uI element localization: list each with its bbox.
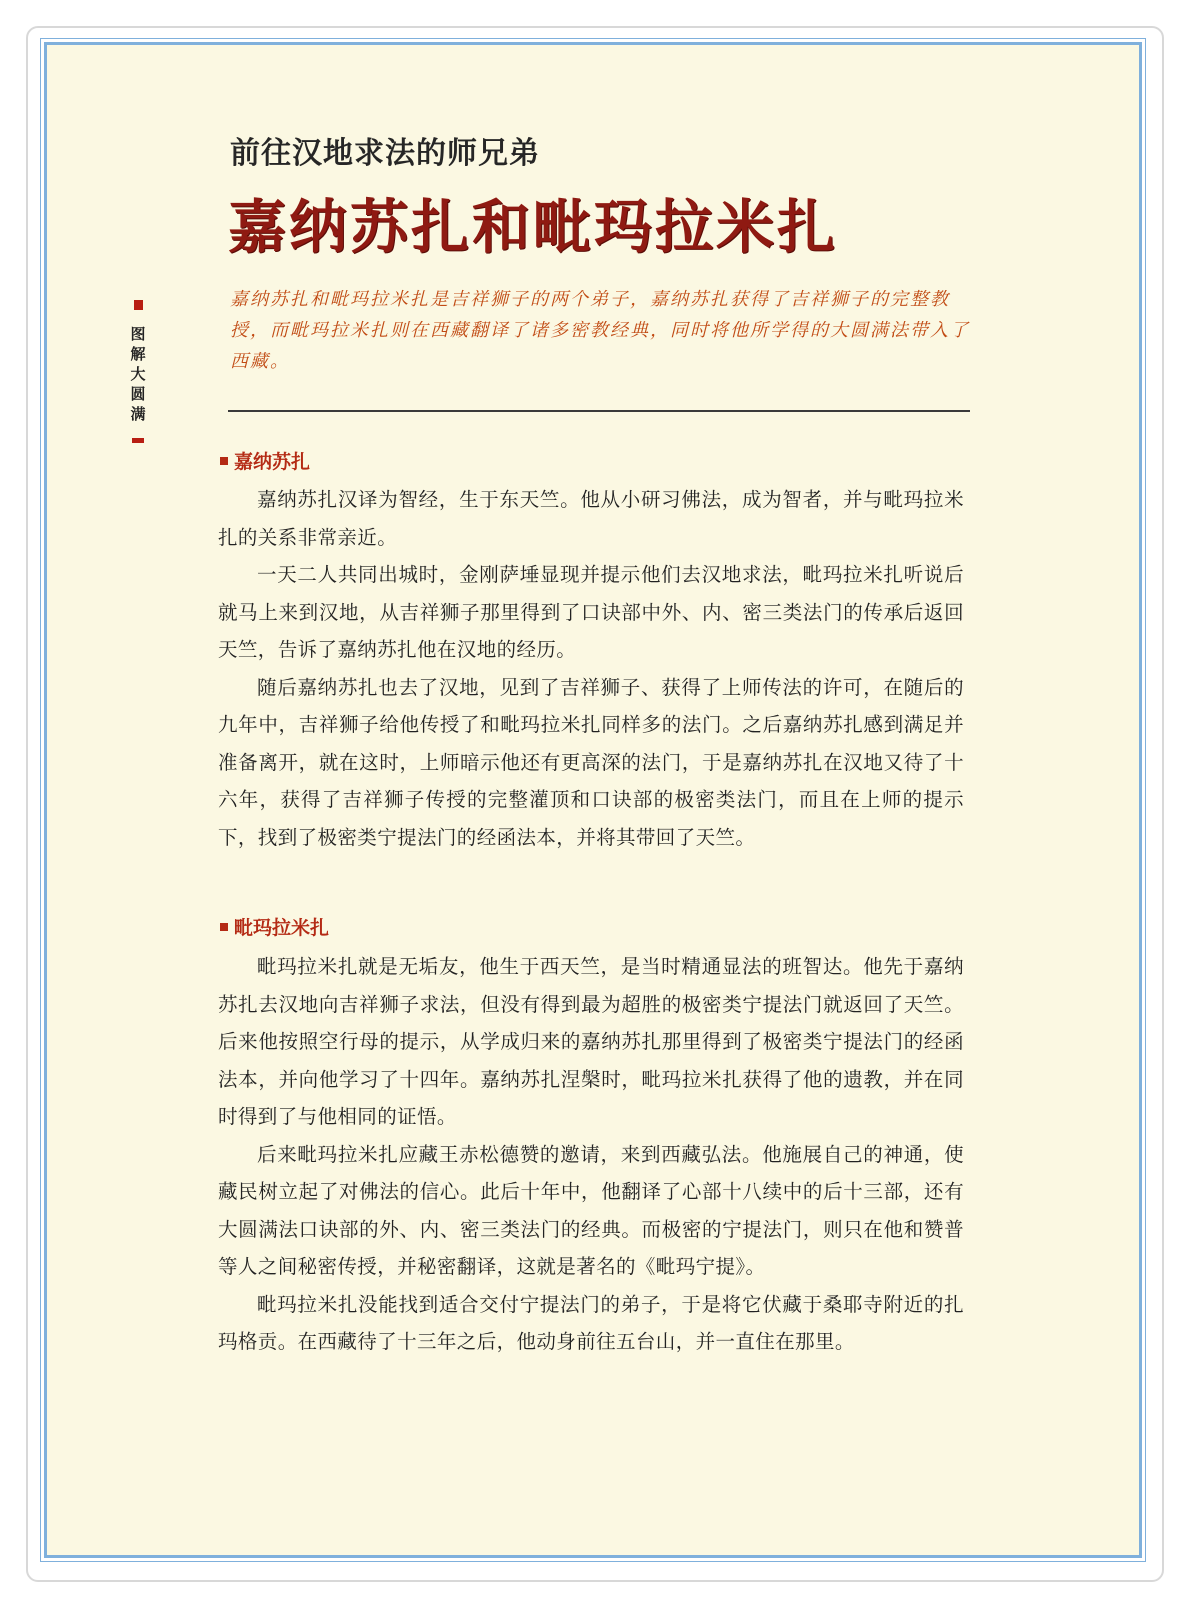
paragraph: 随后嘉纳苏扎也去了汉地，见到了吉祥狮子、获得了上师传法的许可，在随后的九年中，吉祥狮子给他传授了和毗玛拉米扎同样多的法门。之后嘉纳苏扎感到满足并准备离开，就在这时，上师暗示他还有更高深的法门，于是嘉纳苏扎在汉地又待了十六年，获得了吉祥狮子传授的完整灌顶和口诀部的极密类法门，而且在上师的提示下，找到了极密类宁提法门的经函法本，并将其带回了天竺。 (218, 675, 964, 849)
section-heading: 嘉纳苏扎 (220, 447, 310, 474)
paragraph: 一天二人共同出城时，金刚萨埵显现并提示他们去汉地求法，毗玛拉米扎听说后就马上来到汉地，从吉祥狮子那里得到了口诀部中外、内、密三类法门的传承后返回天竺，告诉了嘉纳苏扎他在汉地的经历。 (218, 563, 964, 661)
paragraph: 嘉纳苏扎汉译为智经，生于东天竺。他从小研习佛法，成为智者，并与毗玛拉米扎的关系非常亲近。 (218, 488, 964, 549)
square-bullet-icon (220, 457, 228, 465)
page-title: 嘉纳苏扎和毗玛拉米扎 (228, 193, 839, 261)
paragraph: 后来毗玛拉米扎应藏王赤松德赞的邀请，来到西藏弘法。他施展自己的神通，使藏民树立起了对佛法的信心。此后十年中，他翻译了心部十八续中的后十三部，还有大圆满法口诀部的外、内、密三类法门的经典。而极密的宁提法门，则只在他和赞普等人之间秘密传授，并秘密翻译，这就是著名的《毗玛宁提》。 (218, 1142, 964, 1278)
divider (228, 410, 970, 412)
sidebar (128, 300, 148, 443)
section-body (218, 948, 964, 1361)
paragraph: 毗玛拉米扎没能找到适合交付宁提法门的弟子，于是将它伏藏于桑耶寺附近的扎玛格贡。在西藏待了十三年之后，他动身前往五台山，并一直住在那里。 (218, 1292, 964, 1353)
sidebar-bottom-mark (132, 438, 144, 443)
section-body (218, 481, 964, 856)
intro-text: 嘉纳苏扎和毗玛拉米扎是吉祥狮子的两个弟子，嘉纳苏扎获得了吉祥狮子的完整教授，而毗玛拉米扎则在西藏翻译了诸多密教经典，同时将他所学得的大圆满法带入了西藏。 (230, 289, 970, 372)
page-subtitle: 前往汉地求法的师兄弟 (230, 136, 540, 171)
square-bullet-icon (220, 923, 228, 931)
section-heading: 毗玛拉米扎 (220, 913, 329, 940)
sidebar-top-mark (134, 300, 143, 310)
paragraph: 毗玛拉米扎就是无垢友，他生于西天竺，是当时精通显法的班智达。他先于嘉纳苏扎去汉地向吉祥狮子求法，但没有得到最为超胜的极密类宁提法门就返回了天竺。后来他按照空行母的提示，从学成归来的嘉纳苏扎那里得到了极密类宁提法门的经函法本，并向他学习了十四年。嘉纳苏扎涅槃时，毗玛拉米扎获得了他的遗教，并在同时得到了与他相同的证悟。 (218, 955, 964, 1128)
sidebar-label: 图解大圆满 (130, 325, 146, 423)
